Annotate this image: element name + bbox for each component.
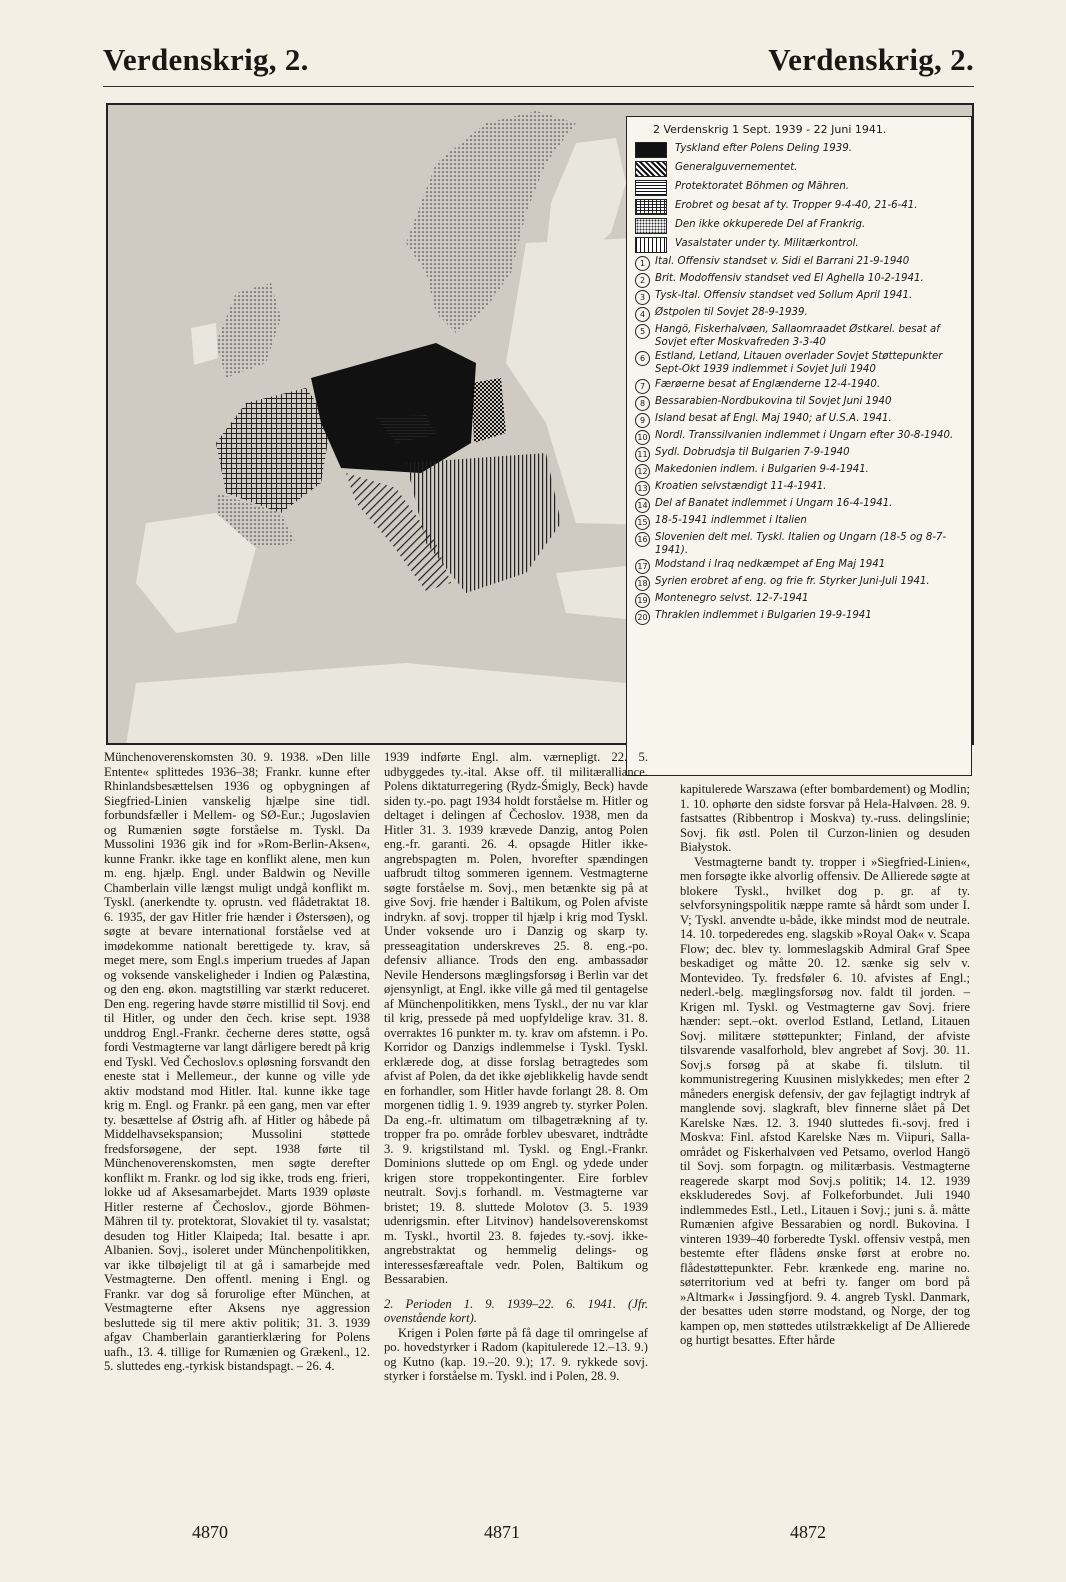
legend-number: 20 (635, 610, 650, 625)
legend-number: 13 (635, 481, 650, 496)
legend-number: 10 (635, 430, 650, 445)
legend-item-text: Sydl. Dobrudsja til Bulgarien 7-9-1940 (655, 446, 850, 458)
legend-item (635, 481, 965, 496)
swatch-germany (635, 142, 667, 158)
legend-item (635, 498, 965, 513)
legend-key (635, 161, 965, 177)
legend-key-text: Tyskland efter Polens Deling 1939. (675, 143, 852, 155)
legend-item (635, 307, 965, 322)
legend-item-text: Montenegro selvst. 12-7-1941 (655, 593, 809, 605)
legend-item-text: Hangö, Fiskerhalvøen, Sallaomraadet Østkarel. besat af Sovjet efter Moskvafreden 3-3-40 (655, 323, 940, 348)
legend-item-text: Kroatien selvstændigt 11-4-1941. (655, 480, 827, 492)
running-header-right: Verdenskrig, 2. (768, 42, 974, 77)
legend-item-text: Tysk-Ital. Offensiv standset ved Sollum April 1941. (655, 289, 913, 301)
swatch-vassal (635, 237, 667, 253)
swatch-protectorate (635, 180, 667, 196)
header-rule (103, 86, 974, 87)
legend-item (635, 610, 965, 625)
legend-number: 6 (635, 351, 650, 366)
legend-item-text: Estland, Letland, Litauen overlader Sovjet Støttepunkter Sept-Okt 1939 indlemmet i Sovjet Juli 1940 (655, 351, 943, 375)
text-column-1 (104, 750, 370, 1374)
legend-item (635, 559, 965, 574)
legend-title: 2 Verdenskrig 1 Sept. 1939 - 22 Juni 1941. (653, 123, 887, 136)
legend-item-text: Makedonien indlem. i Bulgarien 9-4-1941. (655, 463, 869, 475)
legend-number: 8 (635, 396, 650, 411)
legend-number: 2 (635, 273, 650, 288)
legend-key-text: Generalguvernementet. (675, 162, 798, 174)
legend-item (635, 430, 965, 445)
legend-number: 18 (635, 576, 650, 591)
legend-item (635, 447, 965, 462)
text-column-2 (384, 750, 648, 1384)
legend-item-text: Bessarabien-Nordbukovina til Sovjet Juni 1940 (655, 395, 892, 407)
legend-number: 1 (635, 256, 650, 271)
legend-item (635, 532, 965, 558)
legend-key-text: Den ikke okkuperede Del af Frankrig. (675, 219, 866, 231)
legend-number: 7 (635, 379, 650, 394)
legend-item (635, 379, 965, 394)
legend-item-text: Nordl. Transsilvanien indlemmet i Ungarn efter 30-8-1940. (655, 429, 954, 441)
swatch-vichy (635, 218, 667, 234)
running-header-left: Verdenskrig, 2. (103, 42, 309, 77)
legend-item-text: Færøerne besat af Englænderne 12-4-1940. (655, 378, 881, 390)
page-number: 4870 (192, 1522, 228, 1542)
paragraph: Vestmagterne bandt ty. tropper i »Siegfried-Linien«, men forsøgte ikke alvorlig offensiv. De Allierede søgte at blokere Tyskl., hvilket dog p. gr. af ty. selvforsyningspolitik næppe ramte så hårdt som under I. V; Tyskl. anvendte u-både, ikke mindst mod de neutrale. 14. 10. torpederedes eng. slagskib »Royal Oak« v. Scapa Flow; dec. blev ty. lommeslagskib Admiral Graf Spee beskadiget og måtte 20. 12. sænke sig selv v. Montevideo. Ty. fredsføler 6. 10. afvistes af Engl.; nederl.-belg. mæglingsforsøg nov. faldt til jorden. – Krigen ml. Tyskl. og Vestmagterne gav Sovj. friere hænder: sept.–okt. overlod Estland, Letland, Litauen Sovj. militære støttepunkter; Finland, der afviste tilsvarende vasalforhold, blev angrebet af Sovj. 30. 11. Sovj.s forsøg på at skabe fi. tilslutn. til kommunistregering Kuusinen mislykkedes; men efter 2 måneders energisk defensiv, der gav fejlagtigt indtryk af manglende sovj. slagkraft, blev finnerne slået på Det Karelske Næs. 12. 3. 1940 sluttedes fi.-sovj. fred i Moskva: Finl. afstod Karelske Næs m. Viipuri, Salla-området og Fiskerhalvøen ved Petsamo, overlod Hangö til Sovj. som forpagtn. og militærbasis. Vestmagterne reagerede skarpt mod Sovj.s politik; 14. 12. 1939 ekskluderedes Sovj. af Folkeforbundet. Juli 1940 indlemmedes Estl., Letl., Litauen i Sovj.; juni s. å. måtte Rumænien afgive Bessarabien og nordl. Bukovina. I vinteren 1939–40 forberedte Tyskl. offensiv vestpå, men bestemte efter flådens ønske først at erobre no. flådestøttepunkter. Febr. krænkede eng. marine no. søterritorium ved at befri ty. fanger om bord på »Altmark« i Jøssingfjord. 9. 4. angreb Tyskl. Danmark, der besattes uden større modstand, og Norge, der tog kampen op, men støttedes utilstrækkeligt af De Allierede og hurtigt besattes. Efter hårde (680, 854, 970, 1347)
legend-item (635, 290, 965, 305)
legend-key-text: Erobret og besat af ty. Tropper 9-4-40, 21-6-41. (675, 200, 918, 212)
legend-item (635, 273, 965, 288)
legend-item-text: Brit. Modoffensiv standset ved El Aghella 10-2-1941. (655, 272, 924, 284)
paragraph: kapitulerede Warszawa (efter bombardement) og Modlin; 1. 10. ophørte den sidste forsvar på Hela-Halvøen. 28. 9. fastsattes (Ribbentrop i Moskva) ty.-russ. delingslinie; Sovj. fik østl. Polen til Curzon-linien og desuden Białystok. (680, 782, 970, 854)
legend-item (635, 464, 965, 479)
legend-number: 12 (635, 464, 650, 479)
legend-number: 19 (635, 593, 650, 608)
paragraph: Krigen i Polen førte på få dage til omringelse af po. hovedstyrker i Radom (kapitulerede 12.–13. 9.) og Kutno (kap. 19.–20. 9.); 17. 9. rykkede sovj. styrker i forståelse m. Tyskl. ind i Polen, 28. 9. (384, 1325, 648, 1383)
land-ireland (191, 323, 218, 365)
land-gen-gouv (471, 378, 506, 443)
legend-key (635, 237, 965, 253)
legend-number: 11 (635, 447, 650, 462)
legend-number: 15 (635, 515, 650, 530)
legend-item-text: Del af Banatet indlemmet i Ungarn 16-4-1941. (655, 497, 893, 509)
legend-item (635, 324, 965, 350)
legend-key (635, 180, 965, 196)
text-column-3 (680, 782, 970, 1348)
legend-item (635, 593, 965, 608)
legend-item-text: Syrien erobret af eng. og frie fr. Styrker Juni-Juli 1941. (655, 576, 930, 588)
legend-item (635, 396, 965, 411)
legend-item-text: Slovenien delt mel. Tyskl. Italien og Ungarn (18-5 og 8-7-1941). (655, 531, 947, 556)
page-number: 4871 (484, 1522, 520, 1542)
legend-item (635, 576, 965, 591)
legend-number: 16 (635, 532, 650, 547)
paragraph: Münchenoverenskomsten 30. 9. 1938. »Den lille Entente« splittedes 1936–38; Frankr. kunne efter Rhinlandsbesættelsen 1936 og opbygningen af Siegfried-Linien vanskelig hjælpe sine tidl. forbundsfæller i Mellem- og SØ-Eur.; Jugoslavien og Rumænien søgte forståelse m. Tyskl. Da Mussolini 1936 gik ind for »Rom-Berlin-Aksen«, kunne Frankr. ikke tage en konflikt alene, men kun m. eng. hjælp. Engl. under Baldwin og Neville Chamberlain ville længst muligt undgå konflikt m. Tyskl. (anerkendte ty. oprustn. ved flådetraktat 18. 6. 1935, der gav Hitler frie hænder i Østersøen), og søgte at bevare international forståelse ved at imødekomme nationalt berettigede ty. krav, så meget mere, som Engl.s imperium truedes af Japan og voksende vanskeligheder i Indien og Palæstina, og den eng. økon. magtstilling var stærkt reduceret. Den eng. regering havde større mistillid til Sovj. end til Hitler, og under den čech. krise sept. 1938 unddrog Engl.-Frankr. čecherne deres støtte, også fordi Vestmagterne var langt dårligere beredt på krig end Tyskl. Ved Čechoslov.s opløsning forsvandt den eneste stat i Mellemeur., der kunne og ville yde aktiv modstand mod Hitler. Ital. kunne ikke tage krig m. Engl. og Frankr. på een gang, men var efter ty. besættelse af Østrig afh. af Hitler og håbede på Middelhavsekspansion; Mussolini støttede fredsforsøgene, der sept. 1938 førte til Münchenoverenskomsten, men søgte derefter konflikt m. Frankr. og lod sig ikke, trods eng. frieri, lokke ud af Aksesamarbejdet. Marts 1939 opløste Hitler resterne af Čechoslov., gjorde Böhmen-Mähren til ty. protektorat, Slovakiet til ty. vasalstat; desuden tog Hitler Klaipeda; Ital. besatte i apr. Albanien. Sovj., isoleret under Münchenpolitikken, var ikke tilbøjeligt til at gå i samarbejde med Vestmagterne. Den offentl. mening i Engl. og Frankr. var dog så forurolige efter München, at Vestmagterne efter Aksens nye aggression besluttede sig til mere aktiv politik; 31. 3. 1939 afgav Chamberlain garantierklæring for Polens uafh., 13. 4. tillige for Rumænien og Grækenl., 12. 5. sluttedes eng.-tyrkisk bistandspagt. – 26. 4. (104, 750, 370, 1373)
legend-item-text: Modstand i Iraq nedkæmpet af Eng Maj 1941 (655, 559, 886, 571)
legend-number: 4 (635, 307, 650, 322)
legend-item-text: Ital. Offensiv standset v. Sidi el Barrani 21-9-1940 (655, 255, 910, 267)
legend-key (635, 199, 965, 215)
legend-item (635, 351, 965, 377)
legend-key (635, 142, 965, 158)
legend-item (635, 515, 965, 530)
map-legend (626, 116, 972, 776)
legend-numbered-list (635, 256, 965, 626)
legend-item-text: Thraklen indlemmet i Bulgarien 19-9-1941 (655, 610, 872, 622)
swatch-occupied (635, 199, 667, 215)
legend-key-text: Vasalstater under ty. Militærkontrol. (675, 238, 859, 250)
legend-number: 17 (635, 559, 650, 574)
legend-key-text: Protektoratet Böhmen og Mähren. (675, 181, 850, 193)
legend-item-text: Østpolen til Sovjet 28-9-1939. (655, 306, 808, 318)
section-heading: 2. Perioden 1. 9. 1939–22. 6. 1941. (Jfr. ovenstående kort). (384, 1296, 648, 1325)
legend-number: 5 (635, 324, 650, 339)
legend-item-text: Island besat af Engl. Maj 1940; af U.S.A. 1941. (655, 412, 892, 424)
legend-item (635, 256, 965, 271)
page-number: 4872 (790, 1522, 826, 1542)
legend-key (635, 218, 965, 234)
legend-item (635, 413, 965, 428)
swatch-gen-gouv (635, 161, 667, 177)
legend-number: 3 (635, 290, 650, 305)
legend-number: 9 (635, 413, 650, 428)
legend-item-text: 18-5-1941 indlemmet i Italien (655, 514, 807, 526)
legend-number: 14 (635, 498, 650, 513)
paragraph: 1939 indførte Engl. alm. værnepligt. 22. 5. udbyggedes ty.-ital. Akse off. til militæralliance. Polens diktaturregering (Rydz-Śmigly, Beck) havde siden ty.-po. pagt 1934 holdt forståelse m. Hitler og deltaget i delingen af Čechoslov. 1938, men da Hitler 31. 3. 1939 krævede Danzig, antog Polen eng.-fr. garanti. 26. 4. opsagde Hitler ikke-angrebspagten m. Polen, hvorefter spændingen uafbrudt tiltog sommeren igennem. Vestmagterne søgte forståelse m. Sovj., men betænkte sig på at give Sovj. frie hænder i Baltikum, og Polen afviste indrykn. af sovj. tropper til hjælp i krig mod Tyskl. Under voksende uro i Danzig og skarp ty. presseagitation underskreves 25. 8. eng.-po. defensiv alliance. Trods den eng. ambassadør Nevile Hendersons mæglingsforsøg i Berlin var det øjensynligt, at Engl. ikke ville gå med til gentagelse af Münchenpolitikken, mens Tyskl., der nu var klar til krig, pressede på med uopfyldelige krav. 31. 8. overraktes 16 punkter m. ty. krav om afstemn. i Po. Korridor og Danzigs indlemmelse i Tyskl. Tyskl. erklærede dog, at disse forslag betragtedes som afvist af Polen, da det ikke øjeblikkelig havde sendt en forhandler, som Hitler havde forlangt 28. 8. Om morgenen tidlig 1. 9. 1939 angreb ty. styrker Polen. Da eng.-fr. ultimatum om tilbagetrækning af ty. tropper fra po. område forblev ubesvaret, indtrådte 3. 9. krigstilstand ml. Tyskl. og Engl.-Frankr. Dominions sluttede op om Engl. og ydede under krigen store troppekontingenter. Eire forblev neutralt. Sovj.s forhandl. m. Vestmagterne var bristet; 19. 8. sluttede Molotov (3. 5. 1939 udenrigsmin. efter Litvinov) handelsoverenskomst m. Tyskl., hvortil 23. 8. føjedes ty.-sovj. ikke-angrebstraktat og hemmelig delings- og interessesfæreaftale vedr. Polen, Baltikum og Bessarabien. (384, 750, 648, 1286)
